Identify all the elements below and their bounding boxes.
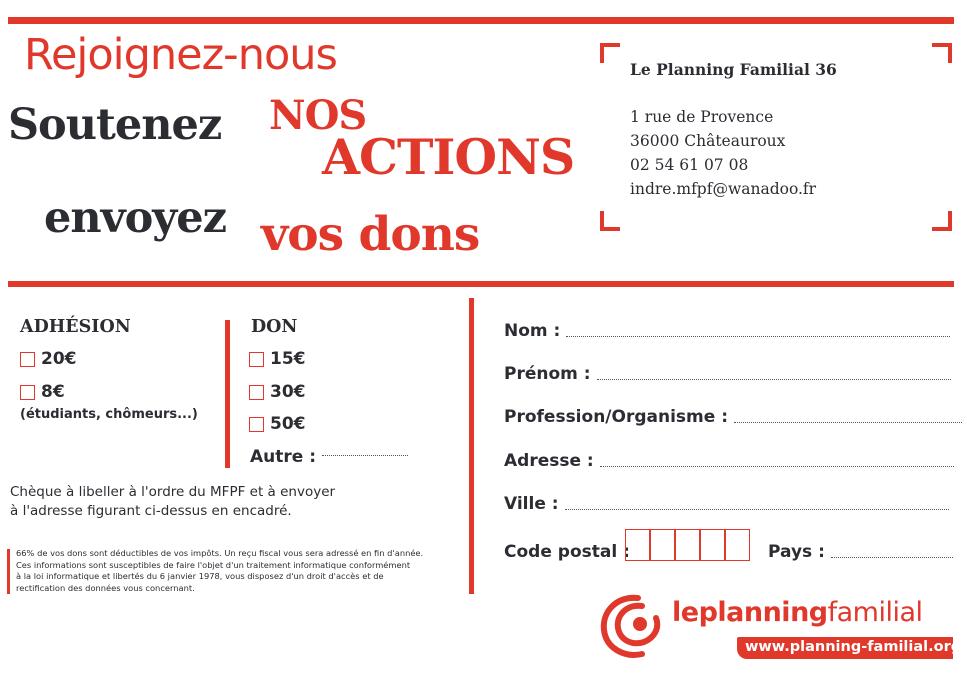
- adhesion-option-8[interactable]: [20, 382, 65, 402]
- top-rule: [8, 17, 954, 24]
- ville-input[interactable]: [565, 509, 949, 510]
- don-other-label: Autre :: [250, 447, 317, 467]
- form-divider: [469, 298, 474, 594]
- fine-print-line-3: à la loi informatique et libertés du 6 janvier 1978, vous disposez d'un droit d'accès et de: [16, 571, 384, 581]
- don-other-field[interactable]: [322, 455, 408, 456]
- logo-url-badge[interactable]: [737, 637, 962, 659]
- address-name: Le Planning Familial 36: [630, 60, 837, 79]
- address-phone: 02 54 61 07 08: [630, 156, 749, 174]
- fine-print-line-4: rectification des données vous concernant.: [16, 582, 195, 593]
- field-pays: [768, 542, 953, 562]
- field-ville: [504, 494, 949, 514]
- code-postal-digit-2[interactable]: [650, 529, 675, 561]
- logo-url[interactable]: www.planning-familial.org: [745, 639, 962, 655]
- field-profession: [504, 407, 962, 427]
- adhesion-note: (étudiants, chômeurs...): [20, 407, 198, 422]
- nom-input[interactable]: [566, 336, 950, 337]
- headline-soutenez: Soutenez: [8, 100, 222, 150]
- adhesion-title: ADHÉSION: [20, 317, 131, 337]
- don-option-15[interactable]: [249, 349, 306, 369]
- don-option-30[interactable]: [249, 382, 306, 402]
- cheque-line-2: à l'adresse figurant ci-dessus en encadré.: [10, 503, 292, 519]
- don-other: [250, 447, 408, 467]
- address-city: 36000 Châteauroux: [630, 132, 786, 150]
- logo-text-light: familial: [827, 597, 923, 628]
- adresse-label: Adresse :: [504, 451, 594, 471]
- fine-print-line-1: 66% de vos dons sont déductibles de vos impôts. Un reçu fiscal vous sera adressé en fin d'année.: [16, 548, 424, 558]
- don-15-label: 15€: [270, 349, 306, 369]
- code-postal-digit-5[interactable]: [725, 529, 750, 561]
- code-postal-digit-1[interactable]: [625, 529, 650, 561]
- corner-top-right: [932, 43, 952, 63]
- field-adresse: [504, 451, 954, 471]
- prenom-label: Prénom :: [504, 364, 591, 384]
- don-15-checkbox[interactable]: [249, 352, 264, 367]
- field-nom: [504, 321, 950, 341]
- don-50-checkbox[interactable]: [249, 417, 264, 432]
- code-postal-digit-4[interactable]: [700, 529, 725, 561]
- address-card: [600, 43, 952, 231]
- corner-bottom-left: [600, 211, 620, 231]
- code-postal-label: Code postal :: [504, 542, 630, 562]
- field-prenom: [504, 364, 951, 384]
- headline-rejoignez: Rejoignez-nous: [24, 30, 337, 80]
- headline-envoyez: envoyez: [44, 193, 227, 243]
- don-30-checkbox[interactable]: [249, 385, 264, 400]
- logo-wordmark: [672, 597, 923, 628]
- address-street: 1 rue de Provence: [630, 108, 774, 126]
- don-30-label: 30€: [270, 382, 306, 402]
- adhesion-8-checkbox[interactable]: [20, 385, 35, 400]
- headline-vos-dons: vos dons: [261, 207, 480, 262]
- prenom-input[interactable]: [597, 379, 951, 380]
- pays-label: Pays :: [768, 542, 825, 562]
- corner-bottom-right: [932, 211, 952, 231]
- adhesion-20-checkbox[interactable]: [20, 352, 35, 367]
- address-email: indre.mfpf@wanadoo.fr: [630, 180, 817, 198]
- don-option-50[interactable]: [249, 414, 306, 434]
- profession-input[interactable]: [734, 422, 962, 423]
- corner-top-left: [600, 43, 620, 63]
- fine-print-line-2: Ces informations sont susceptibles de faire l'objet d'un traitement informatique conformément: [16, 559, 411, 570]
- field-code-postal: [504, 542, 630, 562]
- don-title: DON: [251, 317, 298, 337]
- headline-actions: ACTIONS: [322, 128, 575, 186]
- adhesion-20-label: 20€: [41, 349, 77, 369]
- fine-print-bar: [7, 549, 10, 594]
- adhesion-option-20[interactable]: [20, 349, 77, 369]
- pays-input[interactable]: [831, 557, 953, 558]
- nom-label: Nom :: [504, 321, 561, 341]
- profession-label: Profession/Organisme :: [504, 407, 728, 427]
- adhesion-8-label: 8€: [41, 382, 65, 402]
- adhesion-don-divider: [225, 320, 230, 468]
- don-50-label: 50€: [270, 414, 306, 434]
- logo-text-bold: leplanning: [672, 597, 828, 628]
- adresse-input[interactable]: [600, 466, 954, 467]
- cheque-line-1: Chèque à libeller à l'ordre du MFPF et à envoyer: [10, 484, 336, 500]
- middle-rule: [8, 281, 954, 287]
- headline-nos: NOS: [269, 92, 367, 139]
- fine-print: [16, 548, 440, 594]
- code-postal-digit-3[interactable]: [675, 529, 700, 561]
- planning-familial-logo-icon: [598, 592, 670, 660]
- ville-label: Ville :: [504, 494, 559, 514]
